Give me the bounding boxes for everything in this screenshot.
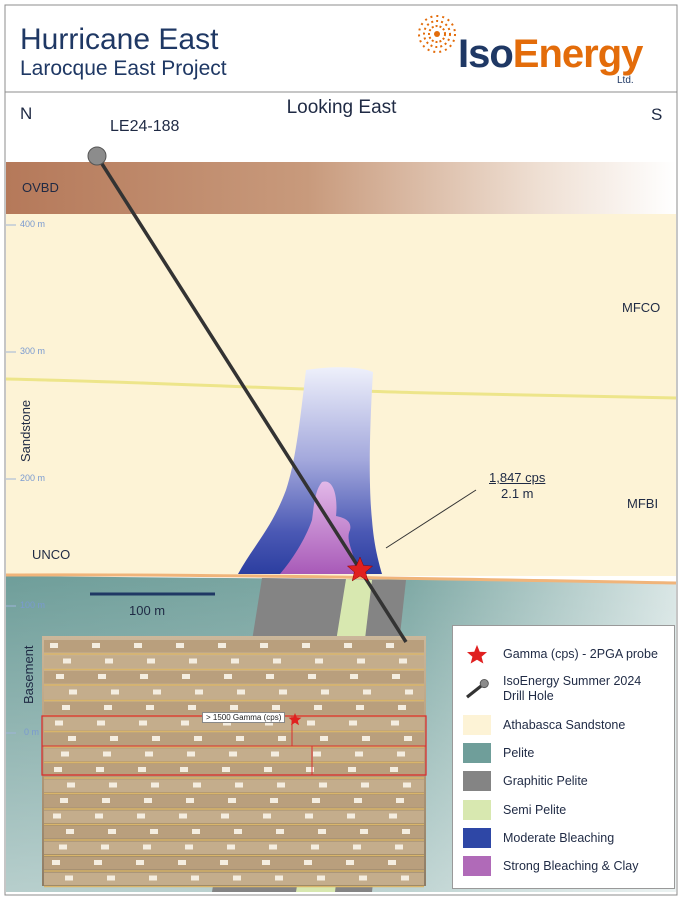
legend-label: Gamma (cps) - 2PGA probe bbox=[503, 646, 658, 661]
depth-tick-400: 400 m bbox=[20, 219, 46, 229]
legend-item-graphitic-pelite bbox=[463, 771, 588, 791]
legend-item-pelite bbox=[463, 743, 534, 763]
legend-item-gamma bbox=[463, 644, 658, 664]
south-label: S bbox=[651, 105, 663, 124]
depth-tick-100: 100 m bbox=[20, 600, 46, 610]
legend-label: IsoEnergy Summer 2024 Drill Hole bbox=[503, 674, 642, 703]
intercept-value: 1,847 cps bbox=[489, 470, 546, 485]
drill-hole-icon bbox=[463, 679, 491, 699]
legend-label: Pelite bbox=[503, 745, 535, 760]
page-title: Hurricane East bbox=[20, 23, 219, 56]
drill-hole-label: LE24-188 bbox=[110, 118, 180, 135]
legend-label: Moderate Bleaching bbox=[503, 830, 615, 845]
depth-tick-200: 200 m bbox=[20, 473, 46, 483]
legend-item-semi-pelite bbox=[463, 800, 566, 820]
view-direction: Looking East bbox=[286, 97, 397, 118]
north-label: N bbox=[20, 104, 33, 123]
logo-prefix: Iso bbox=[458, 32, 513, 76]
legend-item-drill-hole bbox=[463, 674, 653, 704]
intercept-length: 2.1 m bbox=[501, 486, 534, 501]
mfbi-label: MFBI bbox=[627, 496, 659, 511]
logo-suffix: Energy bbox=[512, 32, 643, 76]
core-row bbox=[44, 640, 424, 653]
company-logo bbox=[458, 32, 642, 76]
ovbd-label: OVBD bbox=[22, 180, 59, 195]
legend-label: Graphitic Pelite bbox=[503, 773, 588, 788]
mfco-label: MFCO bbox=[622, 300, 661, 315]
legend-label: Athabasca Sandstone bbox=[503, 717, 626, 732]
swatch-pelite bbox=[463, 743, 491, 763]
basement-side-label: Basement bbox=[21, 645, 36, 704]
legend-item-strong-bleaching bbox=[463, 856, 639, 876]
depth-tick-300: 300 m bbox=[20, 346, 46, 356]
legend-item-moderate-bleaching bbox=[463, 828, 614, 848]
logo-burst-icon bbox=[419, 16, 455, 52]
sandstone-side-label: Sandstone bbox=[18, 399, 33, 462]
star-icon bbox=[463, 644, 491, 664]
legend-label: Strong Bleaching & Clay bbox=[503, 858, 639, 873]
swatch-graphitic-pelite bbox=[463, 771, 491, 791]
page-subtitle: Larocque East Project bbox=[20, 57, 227, 80]
logo-ltd: Ltd. bbox=[617, 75, 634, 86]
swatch-strong-bleaching bbox=[463, 856, 491, 876]
unco-label: UNCO bbox=[32, 547, 71, 562]
swatch-sandstone bbox=[463, 715, 491, 735]
drill-collar bbox=[88, 147, 106, 165]
swatch-moderate-bleaching bbox=[463, 828, 491, 848]
scale-bar-label: 100 m bbox=[129, 603, 166, 618]
legend-label: Semi Pelite bbox=[503, 802, 567, 817]
core-gamma-tag: > 1500 Gamma (cps) bbox=[202, 712, 285, 723]
swatch-semi-pelite bbox=[463, 800, 491, 820]
legend-item-sandstone bbox=[463, 715, 625, 735]
core-photo bbox=[42, 636, 426, 887]
legend bbox=[452, 625, 675, 889]
depth-tick-0: 0 m bbox=[24, 727, 40, 737]
